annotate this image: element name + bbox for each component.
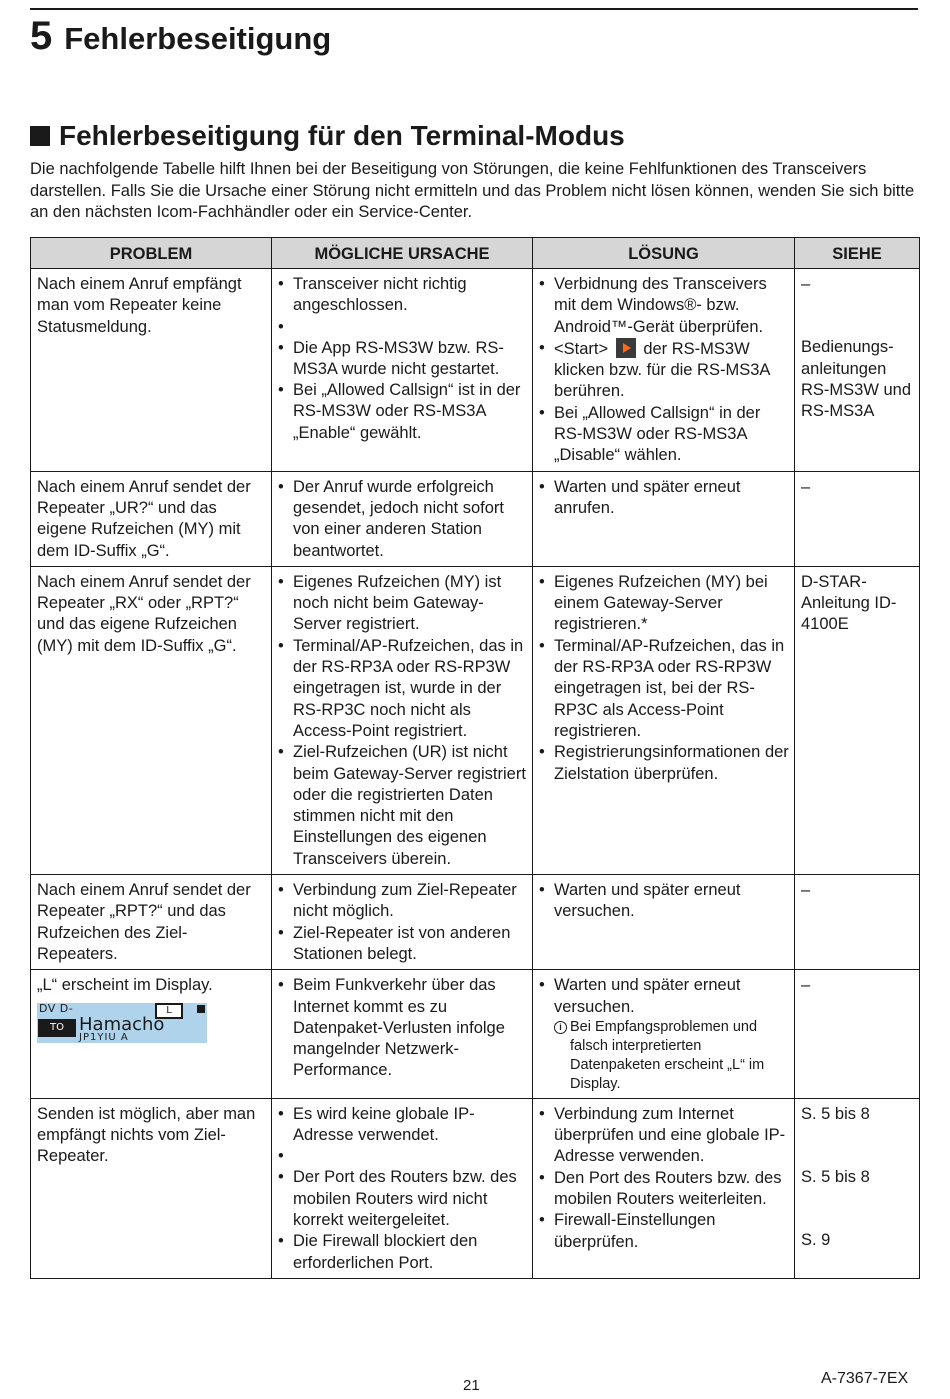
solution-item: • Bei „Allowed Callsign“ in der RS-MS3W oder RS-MS3A „Disable“ wählen.	[539, 403, 790, 467]
top-rule	[30, 8, 918, 10]
see-ref: S. 9	[801, 1231, 831, 1250]
chapter-heading	[30, 14, 331, 61]
signal-icon	[197, 1005, 205, 1013]
see-cell: –	[795, 471, 920, 566]
see-ref: S. 5 bis 8	[801, 1168, 870, 1187]
cause-item: • Die Firewall blockiert den erforderlichen Port.	[278, 1231, 528, 1274]
solution-cell	[533, 970, 795, 1099]
problem-cell: Nach einem Anruf sendet der Repeater „RPT?“ und das Rufzeichen des Ziel-Repeaters.	[31, 875, 272, 970]
cause-cell	[272, 471, 533, 566]
problem-cell: Nach einem Anruf empfängt man vom Repeater keine Statusmeldung.	[31, 269, 272, 472]
section-title: Fehlerbeseitigung für den Terminal-Modus	[59, 120, 625, 151]
info-icon: i	[554, 1021, 567, 1034]
see-cell: –	[795, 970, 920, 1099]
spacer	[801, 1125, 915, 1167]
problem-cell: Nach einem Anruf sendet der Repeater „RX“ oder „RPT?“ und das eigene Rufzeichen (MY) mit dem ID-Suffix „G“.	[31, 566, 272, 874]
section-heading	[30, 118, 625, 154]
solution-item	[539, 338, 790, 403]
cause-item: • Bei „Allowed Callsign“ ist in der RS-MS3W oder RS-MS3A „Enable“ gewählt.	[278, 380, 528, 444]
table-row	[31, 875, 920, 970]
table-row	[31, 1098, 920, 1278]
see-ref: S. 5 bis 8	[801, 1104, 870, 1123]
header-solution: LÖSUNG	[533, 238, 795, 269]
see-ref: –	[801, 275, 811, 293]
troubleshooting-table	[30, 237, 920, 1279]
solution-cell	[533, 269, 795, 472]
info-note	[554, 1018, 790, 1094]
solution-item: • Warten und später erneut anrufen.	[539, 477, 790, 520]
table-row	[31, 970, 920, 1099]
document-code: A-7367-7EX	[821, 1370, 909, 1387]
solution-item: • Firewall-Einstellungen überprüfen.	[539, 1210, 790, 1253]
problem-cell	[31, 970, 272, 1099]
solution-cell	[533, 471, 795, 566]
cause-item: • Eigenes Rufzeichen (MY) ist noch nicht beim Gateway-Server registriert.	[278, 572, 528, 636]
cause-cell	[272, 269, 533, 472]
solution-cell	[533, 1098, 795, 1278]
table-row	[31, 269, 920, 472]
see-cell: D-STAR-Anleitung ID-4100E	[795, 566, 920, 874]
solution-item: • Eigenes Rufzeichen (MY) bei einem Gateway-Server registrieren.*	[539, 572, 790, 636]
play-icon	[616, 338, 636, 358]
cause-item: • Der Anruf wurde erfolgreich gesendet, jedoch nicht sofort von einer anderen Station beantwortet.	[278, 477, 528, 562]
cause-cell	[272, 875, 533, 970]
cause-item: • Verbindung zum Ziel-Repeater nicht möglich.	[278, 880, 528, 923]
cause-item: • Beim Funkverkehr über das Internet kommt es zu Datenpaket-Verlusten infolge mangelnder Netzwerk-Performance.	[278, 975, 528, 1081]
cause-item: • Ziel-Repeater ist von anderen Stationen belegt.	[278, 923, 528, 966]
cause-item: • Es wird keine globale IP-Adresse verwendet.	[278, 1104, 528, 1147]
cause-item: • Terminal/AP-Rufzeichen, das in der RS-RP3A oder RS-RP3W eingetragen ist, wurde in der RS-RP3C noch nicht als Access-Point registriert.	[278, 636, 528, 742]
start-label: <Start>	[554, 339, 609, 358]
table-header-row	[31, 238, 920, 269]
lcd-l-indicator: L	[155, 1003, 183, 1019]
chapter-number: 5	[30, 14, 53, 58]
spacer	[278, 1146, 528, 1167]
cause-cell	[272, 1098, 533, 1278]
chapter-title: Fehlerbeseitigung	[64, 21, 332, 56]
see-cell	[795, 269, 920, 472]
cause-cell	[272, 566, 533, 874]
spacer	[801, 295, 915, 337]
cause-cell	[272, 970, 533, 1099]
square-bullet-icon	[30, 126, 50, 146]
see-ref: Bedienungs-anleitungen RS-MS3W und RS-MS3A	[801, 338, 912, 421]
solution-item: • Warten und später erneut versuchen.	[539, 975, 790, 1018]
lcd-display-image	[37, 1003, 207, 1043]
solution-item: • Den Port des Routers bzw. des mobilen Routers weiterleiten.	[539, 1168, 790, 1211]
page-number: 21	[463, 1377, 480, 1394]
solution-item: • Verbidnung des Transceivers mit dem Windows®- bzw. Android™-Gerät überprüfen.	[539, 274, 790, 338]
solution-cell	[533, 875, 795, 970]
spacer	[278, 317, 528, 338]
solution-item: • Warten und später erneut versuchen.	[539, 880, 790, 923]
problem-text: „L“ erscheint im Display.	[37, 976, 213, 995]
solution-item: • Terminal/AP-Rufzeichen, das in der RS-RP3A oder RS-RP3W eingetragen ist, bei der RS-RP3C als Access-Point registrieren.	[539, 636, 790, 742]
header-problem: PROBLEM	[31, 238, 272, 269]
cause-item: • Die App RS-MS3W bzw. RS-MS3A wurde nicht gestartet.	[278, 338, 528, 381]
solution-item: • Registrierungsinformationen der Zielstation überprüfen.	[539, 742, 790, 785]
note-text: Bei Empfangsproblemen und falsch interpretierten Datenpaketen erscheint „L“ im Display.	[570, 1018, 765, 1092]
see-cell: –	[795, 875, 920, 970]
solution-text: der RS-MS3W klicken bzw. für die RS-MS3A berühren.	[554, 339, 770, 401]
table-row	[31, 566, 920, 874]
lcd-to-badge: TO	[38, 1019, 76, 1037]
lcd-callsign: JP1YIU A	[79, 1031, 129, 1043]
solution-cell	[533, 566, 795, 874]
cause-item: • Der Port des Routers bzw. des mobilen Routers wird nicht korrekt weitergeleitet.	[278, 1167, 528, 1231]
cause-item: • Ziel-Rufzeichen (UR) ist nicht beim Gateway-Server registriert oder die registrierten Daten stimmen nicht mit den Einstellungen des eigenen Transceivers überein.	[278, 742, 528, 870]
intro-paragraph: Die nachfolgende Tabelle hilft Ihnen bei der Beseitigung von Störungen, die keine Fehlfunktionen des Transceivers darstellen. Falls Sie die Ursache einer Störung nicht ermitteln und das Problem nicht lösen können, wenden Sie sich bitte an den nächsten Icom-Fachhändler oder ein Service-Center.	[30, 160, 915, 221]
spacer	[801, 1188, 915, 1230]
problem-cell: Senden ist möglich, aber man empfängt nichts vom Ziel-Repeater.	[31, 1098, 272, 1278]
header-see: SIEHE	[795, 238, 920, 269]
problem-cell: Nach einem Anruf sendet der Repeater „UR?“ und das eigene Rufzeichen (MY) mit dem ID-Suffix „G“.	[31, 471, 272, 566]
table-row	[31, 471, 920, 566]
see-cell	[795, 1098, 920, 1278]
lcd-name: Hamacho	[79, 1013, 165, 1035]
header-cause: MÖGLICHE URSACHE	[272, 238, 533, 269]
solution-item: • Verbindung zum Internet überprüfen und eine globale IP-Adresse verwenden.	[539, 1104, 790, 1168]
cause-item: • Transceiver nicht richtig angeschlossen.	[278, 274, 528, 317]
lcd-mode: DV D-	[39, 1001, 74, 1015]
